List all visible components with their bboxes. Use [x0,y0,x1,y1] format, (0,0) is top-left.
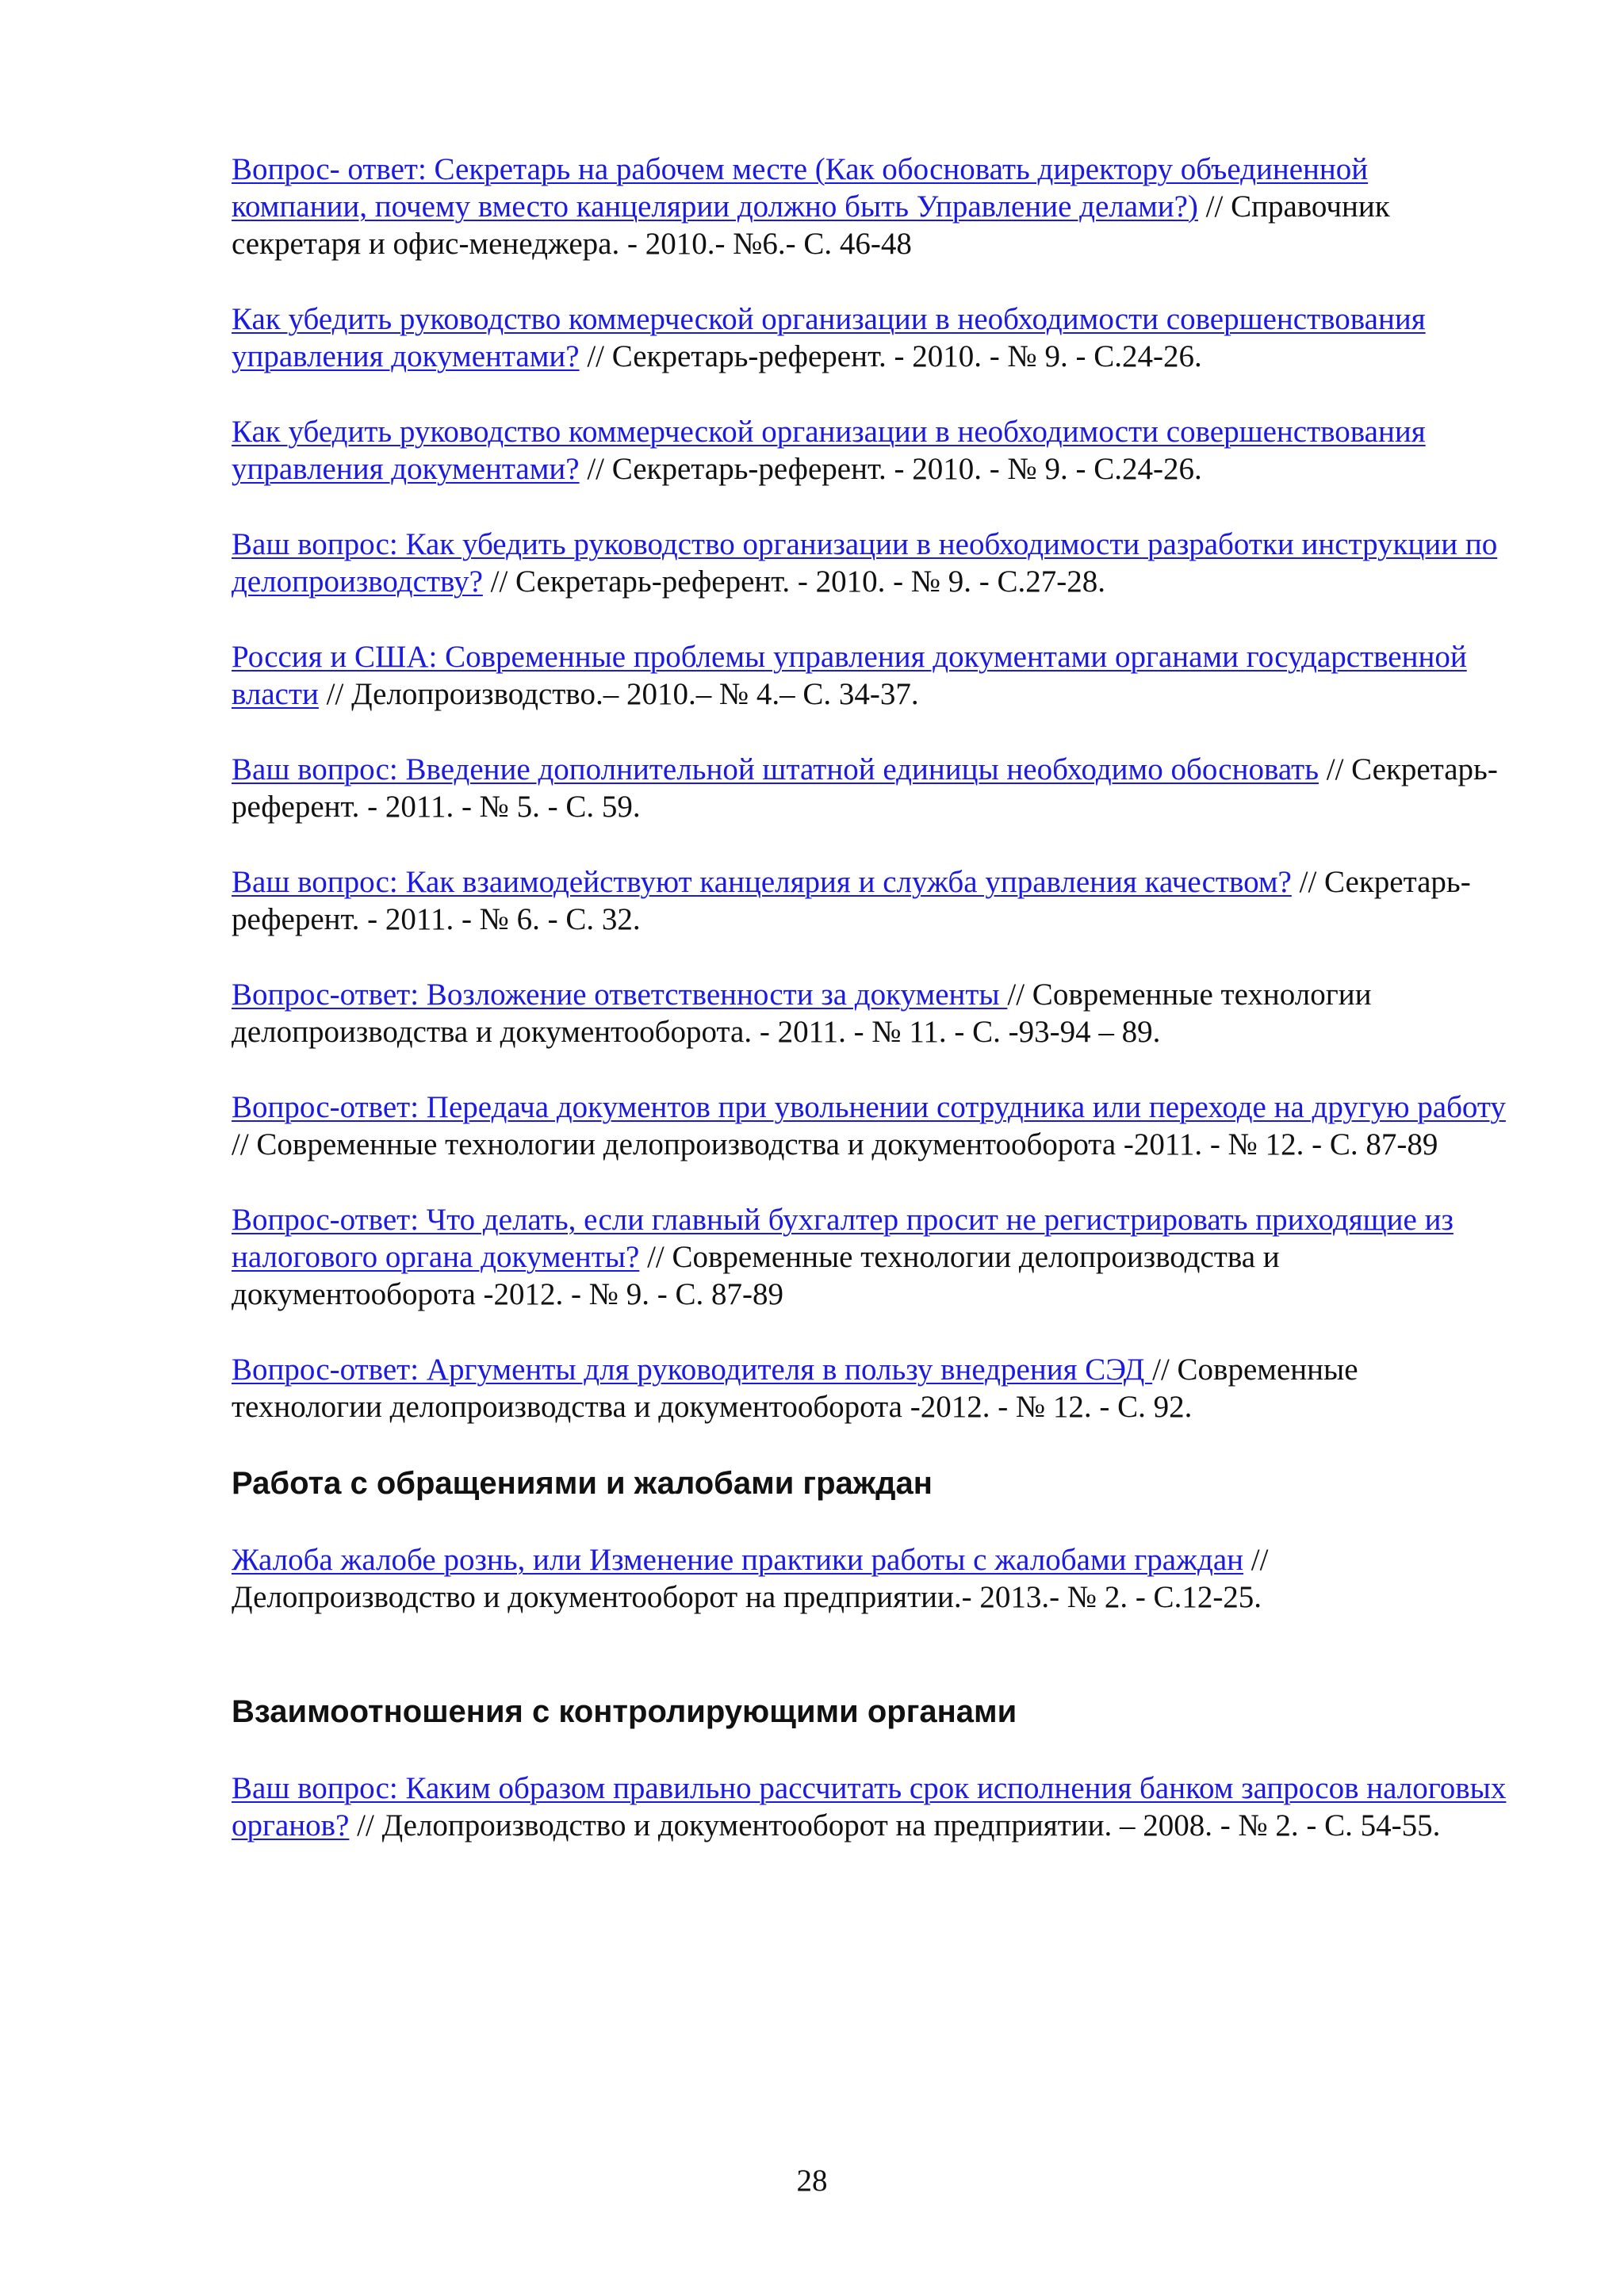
entry-link[interactable]: Вопрос-ответ: Что делать, если главный бухгалтер просит не регистрировать приходящие из налогового органа документы? [232,1203,1454,1274]
entry-link[interactable]: Ваш вопрос: Как взаимодействуют канцелярия и служба управления качеством? [232,865,1292,899]
bibliography-entry [232,1351,1508,1425]
entry-link[interactable]: Как убедить руководство коммерческой организации в необходимости совершенствования управления документами? [232,415,1426,486]
entry-link[interactable]: Вопрос- ответ: Секретарь на рабочем месте (Как обосновать директору объединенной компании, почему вместо канцелярии должно быть Управление делами?) [232,152,1369,224]
entry-citation: // Секретарь-референт. - 2010. - № 9. - С.27-28. [482,564,1106,599]
entry-citation: // Делопроизводство.– 2010.– № 4.– С. 34-37. [318,677,919,711]
bibliography-entry [232,151,1508,262]
entry-citation: // Секретарь-референт. - 2010. - № 9. - С.24-26. [579,452,1202,486]
entry-link[interactable]: Вопрос-ответ: Возложение ответственности за документы [232,978,1008,1012]
entry-link[interactable]: Ваш вопрос: Каким образом правильно рассчитать срок исполнения банком запросов налоговых органов? [232,1771,1507,1843]
bibliography-entry [232,1089,1508,1163]
entry-link[interactable]: Как убедить руководство коммерческой организации в необходимости совершенствования управления документами? [232,302,1426,373]
document-body [232,151,1508,1882]
entry-link[interactable]: Ваш вопрос: Введение дополнительной штатной единицы необходимо обосновать [232,752,1319,786]
entry-link[interactable]: Ваш вопрос: Как убедить руководство организации в необходимости разработки инструкции по делопроизводству? [232,527,1498,599]
page-number: 28 [796,2164,828,2198]
entry-citation: // Секретарь-референт. - 2011. - № 5. - С. 59. [232,752,1498,824]
entry-citation: // Справочник секретаря и офис-менеджера. - 2010.- №6.- С. 46-48 [232,189,1390,261]
bibliography-entry [232,751,1508,825]
entry-citation: // Современные технологии делопроизводства и документооборота -2012. - № 12. - С. 92. [232,1353,1358,1424]
entry-citation: // Секретарь-референт. - 2010. - № 9. - С.24-26. [579,339,1202,373]
entry-citation: // Современные технологии делопроизводства и документооборота -2011. - № 12. - С. 87-89 [232,1127,1438,1161]
entry-link[interactable]: Вопрос-ответ: Аргументы для руководителя в пользу внедрения СЭД [232,1353,1153,1387]
entry-citation: // Делопроизводство и документооборот на предприятии. – 2008. - № 2. - С. 54-55. [349,1808,1441,1843]
entry-link[interactable]: Россия и США: Современные проблемы управления документами органами государственной власти [232,640,1467,711]
entry-citation: // Современные технологии делопроизводства и документооборота -2012. - № 9. - С. 87-89 [232,1240,1280,1311]
bibliography-entry [232,1541,1508,1616]
bibliography-entry [232,300,1508,375]
bibliography-entry [232,526,1508,600]
bibliography-entry [232,638,1508,713]
bibliography-entry [232,413,1508,488]
section-heading-citizen-complaints: Работа с обращениями и жалобами граждан [232,1466,933,1501]
entry-citation: // Секретарь-референт. - 2011. - № 6. - С. 32. [232,865,1471,936]
entry-citation: // Делопроизводство и документооборот на предприятии.- 2013.- № 2. - С.12-25. [232,1543,1269,1614]
bibliography-entry [232,1201,1508,1313]
entry-citation: // Современные технологии делопроизводства и документооборота. - 2011. - № 11. - С. -93-94 – 89. [232,978,1372,1049]
bibliography-entry [232,1770,1508,1844]
bibliography-entry [232,976,1508,1050]
entry-link[interactable]: Жалоба жалобе рознь, или Изменение практики работы с жалобами граждан [232,1543,1244,1577]
bibliography-entry [232,863,1508,938]
entry-link[interactable]: Вопрос-ответ: Передача документов при увольнении сотрудника или переходе на другую работу [232,1090,1506,1124]
section-heading-regulatory-relations: Взаимоотношения с контролирующими органами [232,1694,1017,1729]
